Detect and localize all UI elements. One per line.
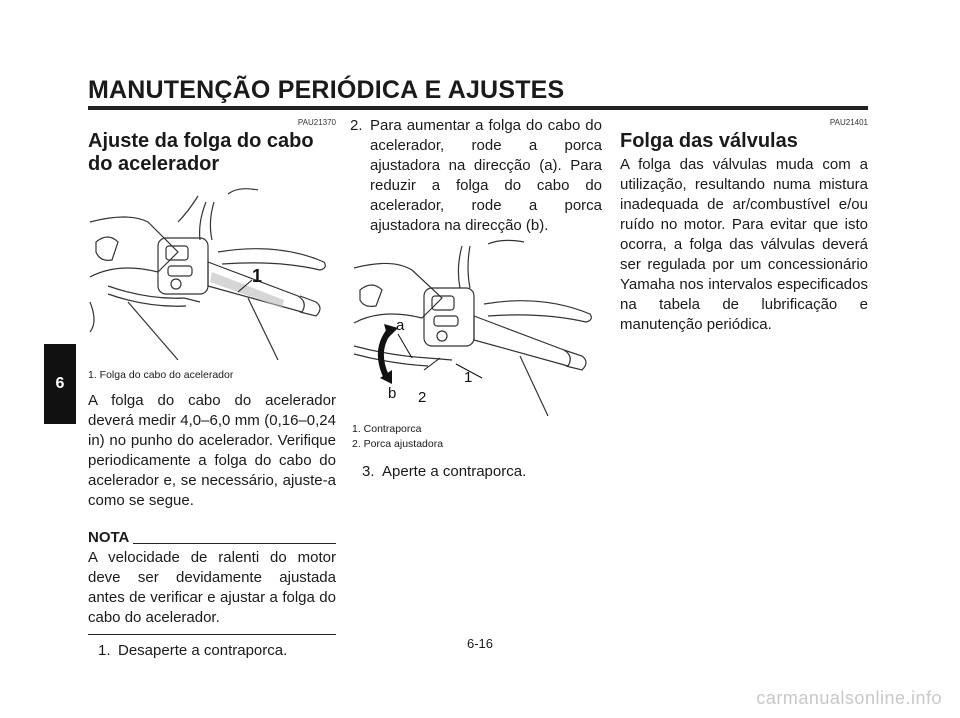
figure-caption-1: 1. Contraporca xyxy=(352,423,422,435)
step-3 xyxy=(352,462,602,482)
watermark: carmanualsonline.info xyxy=(756,688,942,708)
right-column xyxy=(620,116,868,335)
note-label: NOTA xyxy=(88,529,130,546)
chapter-tab: 6 xyxy=(44,344,76,424)
step-2 xyxy=(350,116,602,236)
section-code: PAU21401 xyxy=(829,118,868,127)
figure-caption-2: 2. Porca ajustadora xyxy=(352,438,444,450)
section-code: PAU21370 xyxy=(297,118,336,127)
header-rule xyxy=(88,106,868,110)
note-end-rule xyxy=(88,634,336,635)
step-number: 3. xyxy=(362,463,375,480)
figure-label-2: 2 xyxy=(418,389,427,406)
figure-label-1: 1 xyxy=(464,369,473,386)
body-text: A folga do cabo do acelerador deverá medir 4,0–6,0 mm (0,16–0,24 in) no punho do acelerador. Verifique periodicamente a folga do cabo do acelerador e, se necessário, ajuste-a como se segue. xyxy=(88,392,336,509)
step-text: Para aumentar a folga do cabo do acelerador, rode a porca ajustadora na direcção (a). Para reduzir a folga do cabo do acelerador, rode a porca ajustadora na direcção (b). xyxy=(370,117,602,234)
body-text: A folga das válvulas muda com a utilização, resultando numa mistura inadequada de ar/combustível e/ou ruído no motor. Para evitar que isto ocorra, a folga das válvulas deverá ser regulada por um concessionário Yamaha nos intervalos especificados na tabela de lubrificação e manutenção periódica. xyxy=(620,156,868,333)
throttle-grip-illustration xyxy=(88,182,336,360)
section-title-valves: Folga das válvulas xyxy=(620,130,798,152)
step-text: Aperte a contraporca. xyxy=(382,463,527,480)
step-number: 2. xyxy=(350,117,363,134)
section-title-throttle: Ajuste da folga do cabo do acelerador xyxy=(88,130,314,175)
adjusting-nut-illustration xyxy=(352,238,602,416)
middle-column xyxy=(352,116,602,482)
page-number: 6-16 xyxy=(466,636,494,651)
note-rule xyxy=(133,543,336,544)
note-text: A velocidade de ralenti do motor deve ser devidamente ajustada antes de verificar e ajustar a folga do cabo do acelerador. xyxy=(88,549,336,626)
left-column xyxy=(88,116,336,661)
figure-label-a: a xyxy=(396,317,405,334)
figure-callout-1: 1 xyxy=(252,266,263,286)
step-number: 1. xyxy=(98,642,111,659)
chapter-title: MANUTENÇÃO PERIÓDICA E AJUSTES xyxy=(88,76,565,104)
step-text: Desaperte a contraporca. xyxy=(118,642,288,659)
figure-caption: 1. Folga do cabo do acelerador xyxy=(88,369,234,381)
figure-label-b: b xyxy=(388,385,397,402)
note-header xyxy=(88,528,336,548)
